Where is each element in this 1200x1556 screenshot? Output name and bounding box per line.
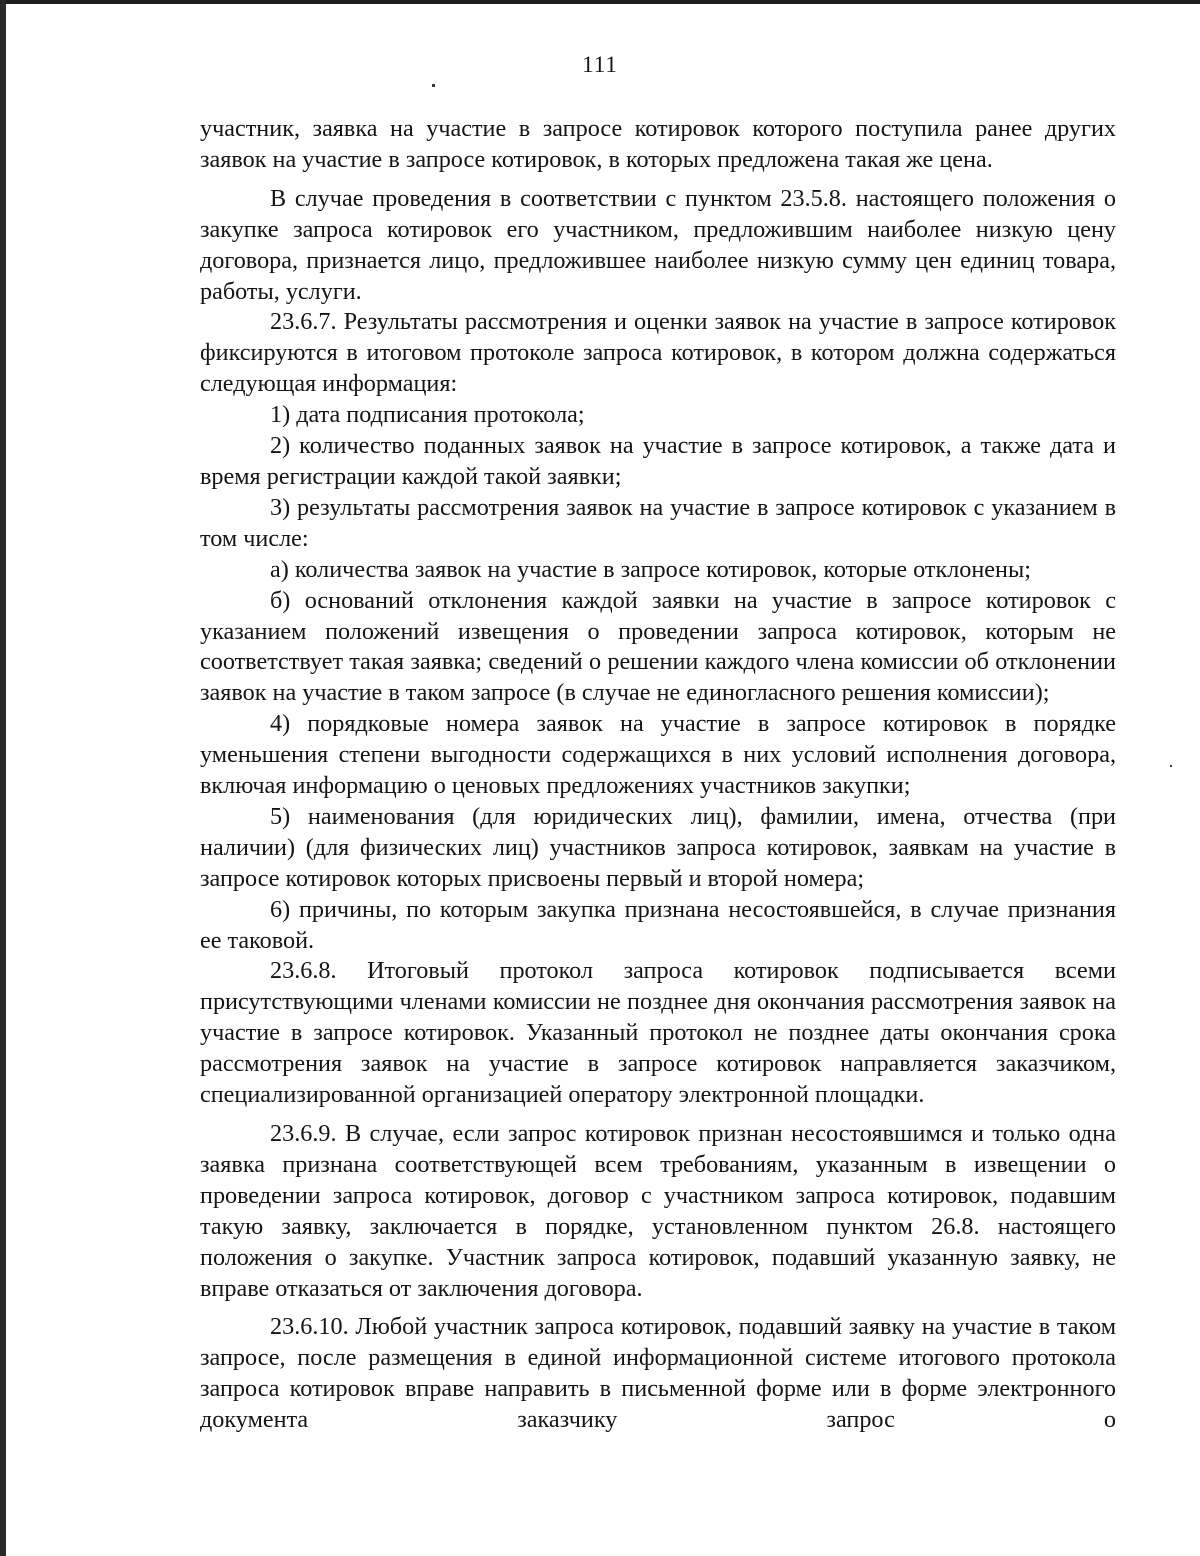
paragraph: участник, заявка на участие в запросе котировок которого поступила ранее других заявок на участие в запросе котировок, в которых предложена такая же цена. xyxy=(200,115,1116,173)
list-item: 3) результаты рассмотрения заявок на участие в запросе котировок с указанием в том числе: xyxy=(200,493,1116,552)
scan-speck xyxy=(432,84,435,87)
scan-border-top xyxy=(0,0,1200,4)
sub-list-item: а) количества заявок на участие в запросе котировок, которые отклонены; xyxy=(270,555,1031,583)
page-number: 111 xyxy=(582,52,618,77)
list-item: 4) порядковые номера заявок на участие в запросе котировок в порядке уменьшения степени выгодности содержащихся в них условий исполнения договора, включая информацию о ценовых предложениях участников закупки; xyxy=(200,710,1116,800)
sub-list-item: б) оснований отклонения каждой заявки на участие в запросе котировок с указанием положений извещения о проведении запроса котировок, которым не соответствует такая заявка; сведений о решении каждого члена комиссии об отклонении заявок на участие в таком запросе (в случае не единогласного решения комиссии); xyxy=(200,586,1116,707)
list-item: 6) причины, по которым закупка признана несостоявшейся, в случае признания ее таковой. xyxy=(200,895,1116,954)
paragraph: В случае проведения в соответствии с пунктом 23.5.8. настоящего положения о закупке запроса котировок его участником, предложившим наиболее низкую цену договора, признается лицо, предложившее наиболее низкую сумму цен единиц товара, работы, услуги. xyxy=(200,184,1116,305)
paragraph: 23.6.7. Результаты рассмотрения и оценки заявок на участие в запросе котировок фиксируются в итоговом протоколе запроса котировок, в котором должна содержаться следующая информация: xyxy=(200,308,1116,398)
paragraph: 23.6.10. Любой участник запроса котировок, подавший заявку на участие в таком запросе, после размещения в единой информационной системе итогового протокола запроса котировок вправе направить в письменной форме или в форме электронного документа заказчику запрос о xyxy=(200,1313,1116,1434)
scan-speck xyxy=(1170,765,1172,767)
list-item: 2) количество поданных заявок на участие в запросе котировок, а также дата и время регистрации каждой такой заявки; xyxy=(200,432,1116,490)
scan-border-left xyxy=(0,0,6,1556)
paragraph: 23.6.8. Итоговый протокол запроса котировок подписывается всеми присутствующими членами комиссии не позднее дня окончания рассмотрения заявок на участие в запросе котировок. Указанный протокол не позднее даты окончания срока рассмотрения заявок на участие в запросе котировок направляется заказчиком, специализированной организацией оператору электронной площадки. xyxy=(200,957,1116,1109)
paragraph: 23.6.9. В случае, если запрос котировок признан несостоявшимся и только одна заявка признана соответствующей всем требованиям, указанным в извещении о проведении запроса котировок, договор с участником запроса котировок, подавшим такую заявку, заключается в порядке, установленном пунктом 26.8. настоящего положения о закупке. Участник запроса котировок, подавший указанную заявку, не вправе отказаться от заключения договора. xyxy=(200,1120,1116,1302)
list-item: 5) наименования (для юридических лиц), фамилии, имена, отчества (при наличии) (для физических лиц) участников запроса котировок, заявкам на участие в запросе котировок которых присвоены первый и второй номера; xyxy=(200,802,1116,892)
document-body xyxy=(200,114,1116,1436)
list-item: 1) дата подписания протокола; xyxy=(270,401,585,429)
